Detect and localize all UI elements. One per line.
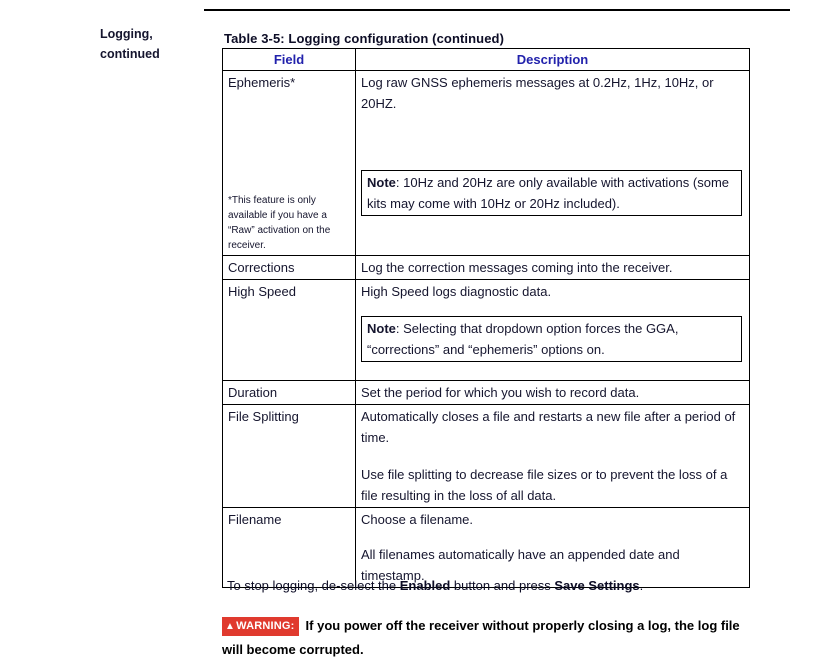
warning-paragraph <box>222 614 750 662</box>
sidehead-line1: Logging, <box>100 27 153 41</box>
description-text: Log raw GNSS ephemeris messages at 0.2Hz, 1Hz, 10Hz, or 20HZ. <box>361 75 714 111</box>
stop-logging-instruction <box>227 578 643 593</box>
warning-triangle-icon: ▲ <box>225 621 236 632</box>
table-row-corrections <box>223 256 750 280</box>
description-text-2: All filenames automatically have an appended date and timestamp. <box>361 547 680 583</box>
instruction-text: . <box>639 578 644 593</box>
table-title: Table 3-5: Logging configuration (continued) <box>224 31 505 46</box>
section-sidehead <box>100 24 160 64</box>
save-settings-keyword: Save Settings <box>554 578 640 593</box>
table-header-row <box>223 49 750 71</box>
note-label: Note <box>367 175 396 190</box>
field-footnote: *This feature is only available if you have a “Raw” activation on the receiver. <box>228 195 331 251</box>
table-row-ephemeris <box>223 71 750 256</box>
table-row-high-speed <box>223 280 750 381</box>
warning-text: If you power off the receiver without properly closing a log, the log file will become corrupted. <box>222 618 740 657</box>
description-cell-file-splitting <box>356 405 750 508</box>
table-row-duration <box>223 381 750 405</box>
field-cell-file-splitting: File Splitting <box>223 405 356 508</box>
description-text-2: Use file splitting to decrease file sizes or to prevent the loss of a file resulting in the loss of all data. <box>361 467 728 503</box>
instruction-text: button and press <box>450 578 555 593</box>
field-label: Ephemeris* <box>228 75 296 90</box>
description-cell-filename <box>356 508 750 588</box>
column-header-field: Field <box>223 49 356 71</box>
field-cell-ephemeris <box>223 71 356 256</box>
description-cell-high-speed <box>356 280 750 381</box>
description-text: Choose a filename. <box>361 512 474 527</box>
page-top-rule <box>204 9 790 11</box>
table-row-file-splitting <box>223 405 750 508</box>
logging-configuration-table <box>222 48 750 588</box>
note-box <box>361 316 742 362</box>
enabled-keyword: Enabled <box>399 578 451 593</box>
warning-badge-label: WARNING: <box>236 620 295 632</box>
description-cell-corrections: Log the correction messages coming into the receiver. <box>356 256 750 280</box>
instruction-text: To stop logging, de-select the <box>227 578 400 593</box>
description-cell-ephemeris <box>356 71 750 256</box>
field-cell-duration: Duration <box>223 381 356 405</box>
note-text: : 10Hz and 20Hz are only available with activations (some kits may come with 10Hz or 20Hz included). <box>367 175 730 211</box>
column-header-description: Description <box>356 49 750 71</box>
field-cell-high-speed: High Speed <box>223 280 356 381</box>
note-label: Note <box>367 321 396 336</box>
description-text: Automatically closes a file and restarts a new file after a period of time. <box>361 409 736 445</box>
field-cell-filename: Filename <box>223 508 356 588</box>
warning-badge <box>222 617 299 636</box>
sidehead-line2: continued <box>100 47 160 61</box>
note-text: : Selecting that dropdown option forces the GGA, “corrections” and “ephemeris” options on. <box>367 321 679 357</box>
table-row-filename <box>223 508 750 588</box>
description-cell-duration: Set the period for which you wish to record data. <box>356 381 750 405</box>
note-box <box>361 170 742 216</box>
description-text: High Speed logs diagnostic data. <box>361 284 552 299</box>
field-cell-corrections: Corrections <box>223 256 356 280</box>
